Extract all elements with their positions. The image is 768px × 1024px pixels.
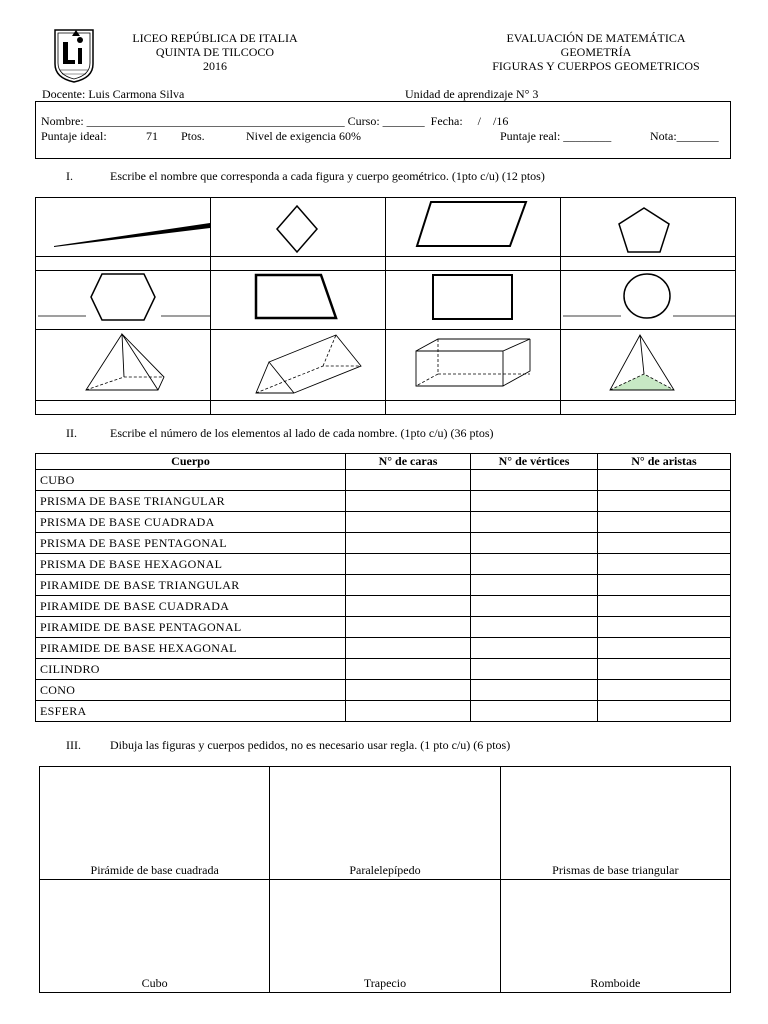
drawing-label: Prismas de base triangular — [552, 863, 679, 877]
shape-cell — [36, 271, 211, 330]
table-row — [36, 554, 731, 575]
real-score-field[interactable]: Puntaje real: ________ — [500, 129, 612, 143]
shape-cell — [386, 198, 561, 257]
answer-cell[interactable] — [346, 701, 471, 722]
student-name-field[interactable]: Nombre: ___________________________________________ Curso: _______ Fecha: / /16 — [41, 114, 509, 128]
body-name-cell: CUBO — [36, 470, 346, 491]
header-vertices: N° de vértices — [471, 454, 598, 470]
answer-cell[interactable] — [386, 401, 561, 415]
shape-cell — [561, 330, 736, 401]
triangular-pyramid-figure — [561, 330, 735, 400]
evaluation-title: EVALUACIÓN DE MATEMÁTICA — [506, 31, 686, 45]
answer-cell[interactable] — [386, 257, 561, 271]
answer-cell[interactable] — [346, 659, 471, 680]
shape-cell — [561, 271, 736, 330]
answer-cell[interactable] — [598, 533, 731, 554]
table-row — [36, 617, 731, 638]
school-crest-icon — [52, 26, 96, 84]
answer-cell[interactable] — [346, 512, 471, 533]
answer-cell[interactable] — [598, 470, 731, 491]
trapezoid-figure — [211, 271, 385, 329]
evaluation-topic: FIGURAS Y CUERPOS GEOMETRICOS — [492, 59, 700, 73]
grade-field[interactable]: Nota:_______ — [650, 129, 719, 143]
table-row — [36, 491, 731, 512]
body-name-cell: CONO — [36, 680, 346, 701]
body-name-cell: PIRAMIDE DE BASE TRIANGULAR — [36, 575, 346, 596]
answer-cell[interactable] — [471, 701, 598, 722]
drawing-cell[interactable] — [500, 767, 730, 880]
shapes-table — [35, 197, 736, 415]
answer-cell[interactable] — [346, 596, 471, 617]
answer-cell[interactable] — [346, 470, 471, 491]
answer-cell[interactable] — [346, 575, 471, 596]
answer-cell[interactable] — [598, 617, 731, 638]
table-row — [36, 533, 731, 554]
drawing-label: Paralelepípedo — [349, 863, 421, 877]
square-pyramid-figure — [36, 330, 210, 400]
drawing-cell[interactable] — [500, 880, 730, 993]
answer-cell[interactable] — [561, 401, 736, 415]
answer-cell[interactable] — [471, 596, 598, 617]
body-name-cell: PRISMA DE BASE CUADRADA — [36, 512, 346, 533]
table-row — [36, 659, 731, 680]
drawing-table — [39, 766, 731, 993]
triangular-prism-figure — [211, 330, 385, 400]
answer-cell[interactable] — [471, 617, 598, 638]
teacher-name: Docente: Luis Carmona Silva — [42, 87, 185, 101]
shape-cell — [36, 198, 211, 257]
section-1-instruction: Escribe el nombre que corresponda a cada figura y cuerpo geométrico. (1pto c/u) (12 ptos) — [110, 169, 545, 183]
answer-cell[interactable] — [346, 491, 471, 512]
answer-cell[interactable] — [211, 257, 386, 271]
table-row — [36, 470, 731, 491]
body-name-cell: PIRAMIDE DE BASE PENTAGONAL — [36, 617, 346, 638]
hexagon-figure — [36, 271, 210, 329]
drawing-label: Trapecio — [363, 976, 407, 990]
shape-cell — [386, 330, 561, 401]
header-caras: N° de caras — [346, 454, 471, 470]
drawing-label: Pirámide de base cuadrada — [90, 863, 219, 877]
answer-cell[interactable] — [598, 596, 731, 617]
body-name-cell: PIRAMIDE DE BASE CUADRADA — [36, 596, 346, 617]
body-name-cell: ESFERA — [36, 701, 346, 722]
answer-cell[interactable] — [471, 533, 598, 554]
body-name-cell: PIRAMIDE DE BASE HEXAGONAL — [36, 638, 346, 659]
ideal-score-unit: Ptos. — [181, 129, 205, 143]
answer-cell[interactable] — [471, 554, 598, 575]
answer-cell[interactable] — [346, 617, 471, 638]
answer-cell[interactable] — [36, 257, 211, 271]
answer-cell[interactable] — [561, 257, 736, 271]
requirement-level: Nivel de exigencia 60% — [246, 129, 361, 143]
parallelogram-figure — [386, 198, 560, 256]
header-cuerpo: Cuerpo — [36, 454, 346, 470]
answer-cell[interactable] — [346, 638, 471, 659]
school-year: 2016 — [203, 59, 227, 73]
rhombus-figure — [211, 198, 385, 256]
table-row — [36, 575, 731, 596]
answer-cell[interactable] — [471, 512, 598, 533]
shape-cell — [561, 198, 736, 257]
evaluation-title-block — [465, 31, 727, 73]
ideal-score-label: Puntaje ideal: — [41, 129, 107, 143]
shape-cell — [211, 330, 386, 401]
drawing-label: Romboide — [590, 976, 641, 990]
drawing-cell[interactable] — [40, 880, 270, 993]
drawing-label: Cubo — [141, 976, 168, 990]
table-row — [36, 596, 731, 617]
shape-cell — [211, 198, 386, 257]
answer-cell[interactable] — [211, 401, 386, 415]
answer-cell[interactable] — [598, 680, 731, 701]
drawing-cell[interactable] — [40, 767, 270, 880]
answer-cell[interactable] — [598, 575, 731, 596]
section-2-instruction: Escribe el número de los elementos al lado de cada nombre. (1pto c/u) (36 ptos) — [110, 426, 494, 440]
answer-cell[interactable] — [346, 680, 471, 701]
answer-cell[interactable] — [346, 533, 471, 554]
answer-cell[interactable] — [598, 554, 731, 575]
student-info-box — [35, 101, 731, 159]
answer-cell[interactable] — [471, 575, 598, 596]
answer-cell[interactable] — [36, 401, 211, 415]
elements-table — [35, 453, 731, 722]
answer-cell[interactable] — [471, 491, 598, 512]
rectangle-figure — [386, 271, 560, 329]
segment-figure — [36, 198, 210, 256]
table-row — [36, 680, 731, 701]
drawing-cell[interactable] — [270, 880, 500, 993]
section-3-instruction: Dibuja las figuras y cuerpos pedidos, no es necesario usar regla. (1 pto c/u) (6 ptos) — [110, 738, 511, 752]
answer-cell[interactable] — [598, 659, 731, 680]
answer-cell[interactable] — [471, 638, 598, 659]
answer-cell[interactable] — [598, 638, 731, 659]
section-2-number: II. — [66, 426, 77, 440]
table-row — [36, 638, 731, 659]
table-row — [36, 701, 731, 722]
school-name-block — [110, 31, 320, 73]
body-name-cell: CILINDRO — [36, 659, 346, 680]
school-location: QUINTA DE TILCOCO — [155, 45, 275, 59]
shape-cell — [386, 271, 561, 330]
answer-cell[interactable] — [346, 554, 471, 575]
table-row — [36, 512, 731, 533]
answer-cell[interactable] — [471, 470, 598, 491]
header-aristas: N° de aristas — [598, 454, 731, 470]
evaluation-subject: GEOMETRÍA — [560, 45, 632, 59]
circle-figure — [561, 271, 735, 329]
learning-unit: Unidad de aprendizaje N° 3 — [405, 87, 539, 101]
answer-cell[interactable] — [471, 680, 598, 701]
answer-cell[interactable] — [598, 491, 731, 512]
rectangular-prism-figure — [386, 330, 560, 400]
shape-cell — [36, 330, 211, 401]
pentagon-figure — [561, 198, 735, 256]
body-name-cell: PRISMA DE BASE PENTAGONAL — [36, 533, 346, 554]
drawing-cell[interactable] — [270, 767, 500, 880]
answer-cell[interactable] — [471, 659, 598, 680]
body-name-cell: PRISMA DE BASE HEXAGONAL — [36, 554, 346, 575]
school-name: LICEO REPÚBLICA DE ITALIA — [132, 31, 298, 45]
body-name-cell: PRISMA DE BASE TRIANGULAR — [36, 491, 346, 512]
shape-cell — [211, 271, 386, 330]
answer-cell[interactable] — [598, 701, 731, 722]
ideal-score-value: 71 — [146, 129, 158, 143]
section-1-number: I. — [66, 169, 73, 183]
section-3-number: III. — [66, 738, 81, 752]
answer-cell[interactable] — [598, 512, 731, 533]
